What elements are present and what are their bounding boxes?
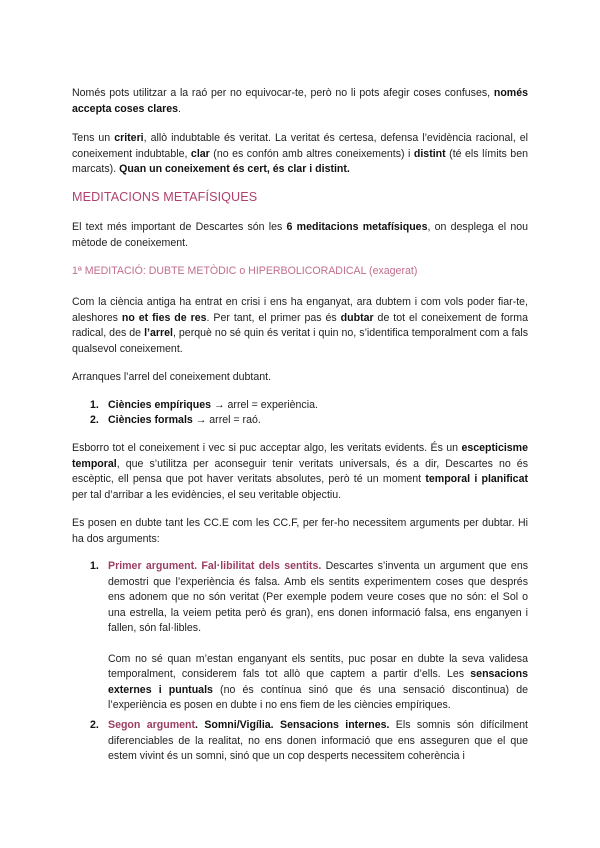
- intro-end: .: [178, 102, 181, 115]
- arrel-paragraph: Arranques l’arrel del coneixement dubtant.: [72, 371, 272, 383]
- esborro-bold-2: temporal i planificat: [425, 473, 528, 485]
- criteri-bold-3: distint: [413, 147, 446, 160]
- criteri-bold-2: clar: [190, 147, 210, 160]
- intro-bold: només accepta coses clares: [72, 87, 528, 115]
- argument-bold: sensacions externes i puntuals: [108, 668, 528, 696]
- argument-body: Descartes s’inventa un argument que ens demostri que l’experiència és falsa. Amb els sentits experimentem coses que després ens adonem que no són veritat (Per exemple podem veure coses que no són: el Sol o una estrella, la veiem petita però és gran), ens donen informació falsa, ens enganyen i fallen, són fal·libles.: [108, 560, 529, 634]
- criteri-text-1: Tens un: [72, 132, 115, 144]
- ciencia-paragraph: [72, 295, 528, 357]
- list-item-rest: → arrel = raó.: [192, 414, 261, 426]
- list-item-text: [108, 398, 528, 414]
- argument-text: [108, 559, 528, 714]
- criteri-text-3: (no es confón amb altres coneixements) i: [209, 147, 414, 160]
- meditacions-text-1: El text més important de Descartes són les: [72, 221, 287, 233]
- meditacions-paragraph: [72, 220, 528, 251]
- posen-paragraph: Es posen en dubte tant les CC.E com les CC.F, per fer-ho necessitem arguments per dubtar. Hi ha dos arguments:: [72, 517, 528, 545]
- esborro-text-3: per tal d’arribar a les evidències, el seu veritable objectiu.: [72, 488, 342, 501]
- list-item-text: [108, 413, 528, 429]
- esborro-text-2: , que s’utilitza per aconseguir tenir veritats universals, és a dir, Descartes no és escèptic, ell pensa que pot haver veritats absolutes, però té un moment: [72, 457, 528, 485]
- argument-body-3: (no és contínua sinó que és una sensació discontinua) de l’experiència es posen en dubte i no ens fiem de les ciències empíriques.: [108, 683, 528, 711]
- list-number: 1.: [90, 399, 99, 411]
- meditacions-text-2: , on desplega el nou mètode de coneixement.: [72, 221, 529, 249]
- list-number: 2.: [90, 414, 99, 426]
- argument-body-2: Com no sé quan m’estan enganyant els sentits, puc posar en dubte la seva validesa temporalment, considerem fals tot allò que captem a partir d’ells. Les: [108, 652, 528, 680]
- subsection-title: 1ª MEDITACIÓ: DUBTE METÒDIC o HIPERBOLICORADICAL (exagerat): [72, 265, 418, 277]
- criteri-bold-1: criteri: [114, 132, 144, 144]
- argument-title: Segon argument: [108, 719, 196, 731]
- section-title: MEDITACIONS METAFÍSIQUES: [72, 190, 258, 204]
- ciencia-text-2: . Per tant, el primer pas és: [206, 311, 341, 324]
- criteri-text-4: (té els límits ben marcats).: [72, 147, 528, 175]
- argument-number: 1.: [90, 560, 99, 572]
- criteri-bold-4: Quan un coneixement és cert, és clar i distint.: [119, 163, 350, 175]
- ciencia-bold-2: dubtar: [340, 311, 374, 324]
- list-item-bold: Ciències empíriques: [108, 399, 212, 411]
- criteri-text-2: , allò indubtable és veritat. La veritat és certesa, defensa l’evidència racional, el coneixement indubtable,: [72, 132, 529, 160]
- list-item-rest: → arrel = experiència.: [211, 399, 318, 411]
- argument-number: 2.: [90, 719, 99, 731]
- esborro-paragraph: [72, 441, 528, 503]
- argument-paragraph: [108, 559, 528, 637]
- esborro-text-1: Esborro tot el coneixement i vec si puc acceptar algo, les veritats evidents. És un: [72, 442, 462, 454]
- meditacions-bold: 6 meditacions metafísiques: [286, 221, 428, 233]
- ciencia-bold-1: no et fies de res: [121, 311, 207, 324]
- argument-paragraph-2: [108, 652, 528, 714]
- list-item-bold: Ciències formals: [108, 414, 193, 426]
- argument-body: Els somnis són difícilment diferenciables de la realitat, no ens donen informació que ens asseguren que el que estem vivint és un somni, sinó que un cop desperts necessitem coherència i: [108, 719, 528, 762]
- argument-paragraph: [108, 718, 528, 765]
- ciencia-text-1: Com la ciència antiga ha entrat en crisi i ens ha enganyat, ara dubtem i com vols poder fiar-te, aleshores: [72, 296, 528, 324]
- argument-text: [108, 718, 528, 765]
- intro-text: Només pots utilitzar a la raó per no equivocar-te, però no li pots afegir coses confuses,: [72, 87, 491, 99]
- argument-bold: . Somni/Vigília. Sensacions internes.: [195, 719, 390, 731]
- esborro-bold-1: escepticisme temporal: [72, 442, 528, 470]
- ciencia-text-4: , perquè no sé quin és veritat i quin no, s’identifica temporalment com a fals qualsevol coneixement.: [72, 327, 528, 355]
- intro-paragraph: [72, 86, 528, 117]
- ciencia-bold-3: l’arrel: [144, 327, 173, 339]
- ciencia-text-3: de tot el coneixement de forma radical, des de: [72, 311, 528, 339]
- criteri-paragraph: [72, 131, 528, 178]
- argument-title: Primer argument. Fal·libilitat dels sentits.: [108, 560, 322, 572]
